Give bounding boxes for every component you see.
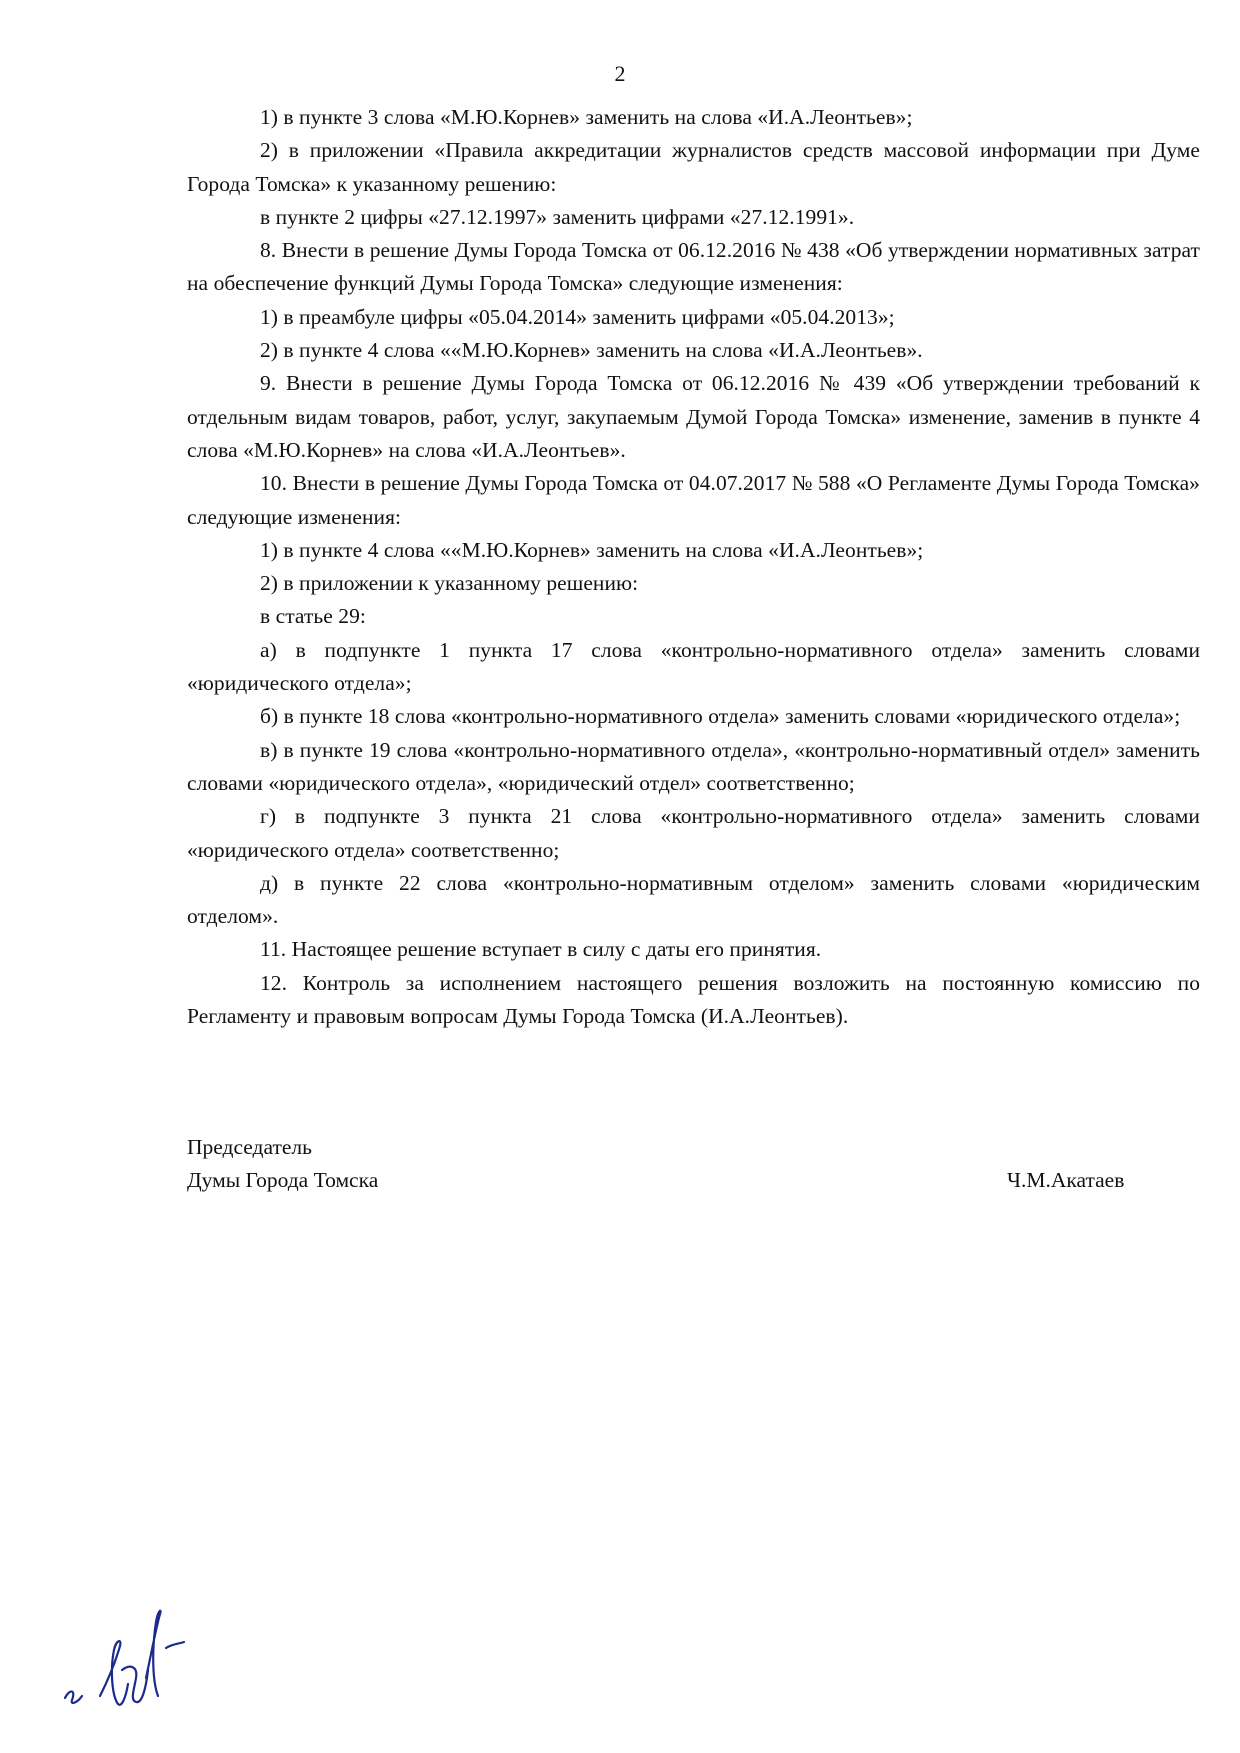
paragraph-10: 2) в приложении к указанному решению: xyxy=(260,571,639,596)
paragraph-2: 2) в приложении «Правила аккредитации журналистов средств массовой информации при Думе Города Томска» к указанному решению: xyxy=(187,138,1200,196)
signatory-role-line1: Председатель xyxy=(187,1135,312,1159)
paragraph-14: в) в пункте 19 слова «контрольно-нормативного отдела», «контрольно-нормативный отдел» заменить словами «юридического отдела», «юридический отдел» соответственно; xyxy=(187,737,1200,795)
paragraph-7: 9. Внести в решение Думы Города Томска от 06.12.2016 № 439 «Об утверждении требований к отдельным видам товаров, работ, услуг, закупаемым Думой Города Томска» изменение, заменив в пункте 4 слова «М.Ю.Корнев» на слова «И.А.Леонтьев». xyxy=(187,371,1200,462)
paragraph-9: 1) в пункте 4 слова ««М.Ю.Корнев» заменить на слова «И.А.Леонтьев»; xyxy=(260,537,924,562)
paragraph-6: 2) в пункте 4 слова ««М.Ю.Корнев» заменить на слова «И.А.Леонтьев». xyxy=(260,338,923,363)
document-body xyxy=(187,101,1200,1033)
paragraph-16: д) в пункте 22 слова «контрольно-нормативным отделом» заменить словами «юридическим отделом». xyxy=(187,870,1200,929)
paragraph-12: а) в подпункте 1 пункта 17 слова «контрольно-нормативного отдела» заменить словами «юридического отдела»; xyxy=(187,637,1200,696)
signatory-name: Ч.М.Акатаев xyxy=(1007,1168,1125,1192)
paragraph-4: 8. Внести в решение Думы Города Томска от 06.12.2016 № 438 «Об утверждении нормативных затрат на обеспечение функций Думы Города Томска» следующие изменения: xyxy=(187,238,1200,296)
paragraph-15: г) в подпункте 3 пункта 21 слова «контрольно-нормативного отдела» заменить словами «юридического отдела» соответственно; xyxy=(187,804,1200,862)
page-number: 2 xyxy=(614,61,626,86)
paragraph-8: 10. Внести в решение Думы Города Томска от 04.07.2017 № 588 «О Регламенте Думы Города Томска» следующие изменения: xyxy=(187,471,1200,529)
paragraph-11: в статье 29: xyxy=(260,604,366,629)
paragraph-3: в пункте 2 цифры «27.12.1997» заменить цифрами «27.12.1991». xyxy=(260,204,855,229)
paragraph-1: 1) в пункте 3 слова «М.Ю.Корнев» заменить на слова «И.А.Леонтьев»; xyxy=(260,105,913,129)
signature-block xyxy=(187,1131,1200,1197)
signatory-role-line2: Думы Города Томска xyxy=(187,1168,379,1192)
paragraph-18: 12. Контроль за исполнением настоящего решения возложить на постоянную комиссию по Регламенту и правовым вопросам Думы Города Томска (И.А.Леонтьев). xyxy=(187,970,1200,1029)
paragraph-13: б) в пункте 18 слова «контрольно-нормативного отдела» заменить словами «юридического отдела»; xyxy=(260,704,1181,729)
paragraph-17: 11. Настоящее решение вступает в силу с даты его принятия. xyxy=(260,937,822,962)
paragraph-5: 1) в преамбуле цифры «05.04.2014» заменить цифрами «05.04.2013»; xyxy=(260,304,895,329)
handwritten-mark-icon xyxy=(60,1600,210,1720)
